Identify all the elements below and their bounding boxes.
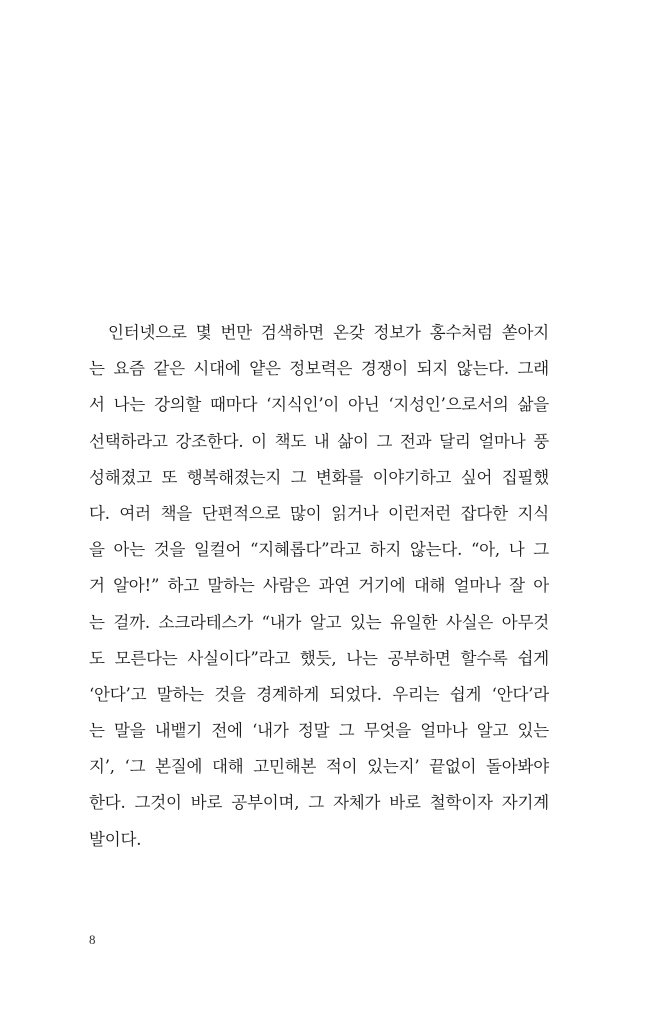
paragraph-line: 다. 여러 책을 단편적으로 많이 읽거나 이런저런 잡다한 지식 xyxy=(89,503,549,523)
paragraph-line: 발이다. xyxy=(89,829,142,849)
paragraph-line: 거 알아!” 하고 말하는 사람은 과연 거기에 대해 얼마나 잘 아 xyxy=(89,576,549,596)
paragraph-line: 선택하라고 강조한다. 이 책도 내 삶이 그 전과 달리 얼마나 풍 xyxy=(89,431,549,451)
paragraph-line: 을 아는 것을 일컬어 “지혜롭다”라고 하지 않는다. “아, 나 그 xyxy=(89,540,549,560)
page-number: 8 xyxy=(89,932,96,947)
body-paragraph xyxy=(89,315,549,858)
paragraph-line: 도 모른다는 사실이다”라고 했듯, 나는 공부하면 할수록 쉽게 xyxy=(89,648,549,668)
paragraph-line: 는 요즘 같은 시대에 얕은 정보력은 경쟁이 되지 않는다. 그래 xyxy=(89,359,549,379)
paragraph-line: 한다. 그것이 바로 공부이며, 그 자체가 바로 철학이자 자기계 xyxy=(89,793,549,813)
paragraph-line: 서 나는 강의할 때마다 ‘지식인’이 아닌 ‘지성인’으로서의 삶을 xyxy=(89,395,549,415)
paragraph-line: ‘안다’고 말하는 것을 경계하게 되었다. 우리는 쉽게 ‘안다’라 xyxy=(89,684,549,704)
paragraph-line: 는 말을 내뱉기 전에 ‘내가 정말 그 무엇을 얼마나 알고 있는 xyxy=(89,721,549,741)
paragraph-line: 지’, ‘그 본질에 대해 고민해본 적이 있는지’ 끝없이 돌아봐야 xyxy=(89,757,549,777)
paragraph-line: 는 걸까. 소크라테스가 “내가 알고 있는 유일한 사실은 아무것 xyxy=(89,612,549,632)
paragraph-line: 인터넷으로 몇 번만 검색하면 온갖 정보가 홍수처럼 쏟아지 xyxy=(108,323,549,342)
paragraph-line: 성해졌고 또 행복해졌는지 그 변화를 이야기하고 싶어 집필했 xyxy=(89,467,549,487)
